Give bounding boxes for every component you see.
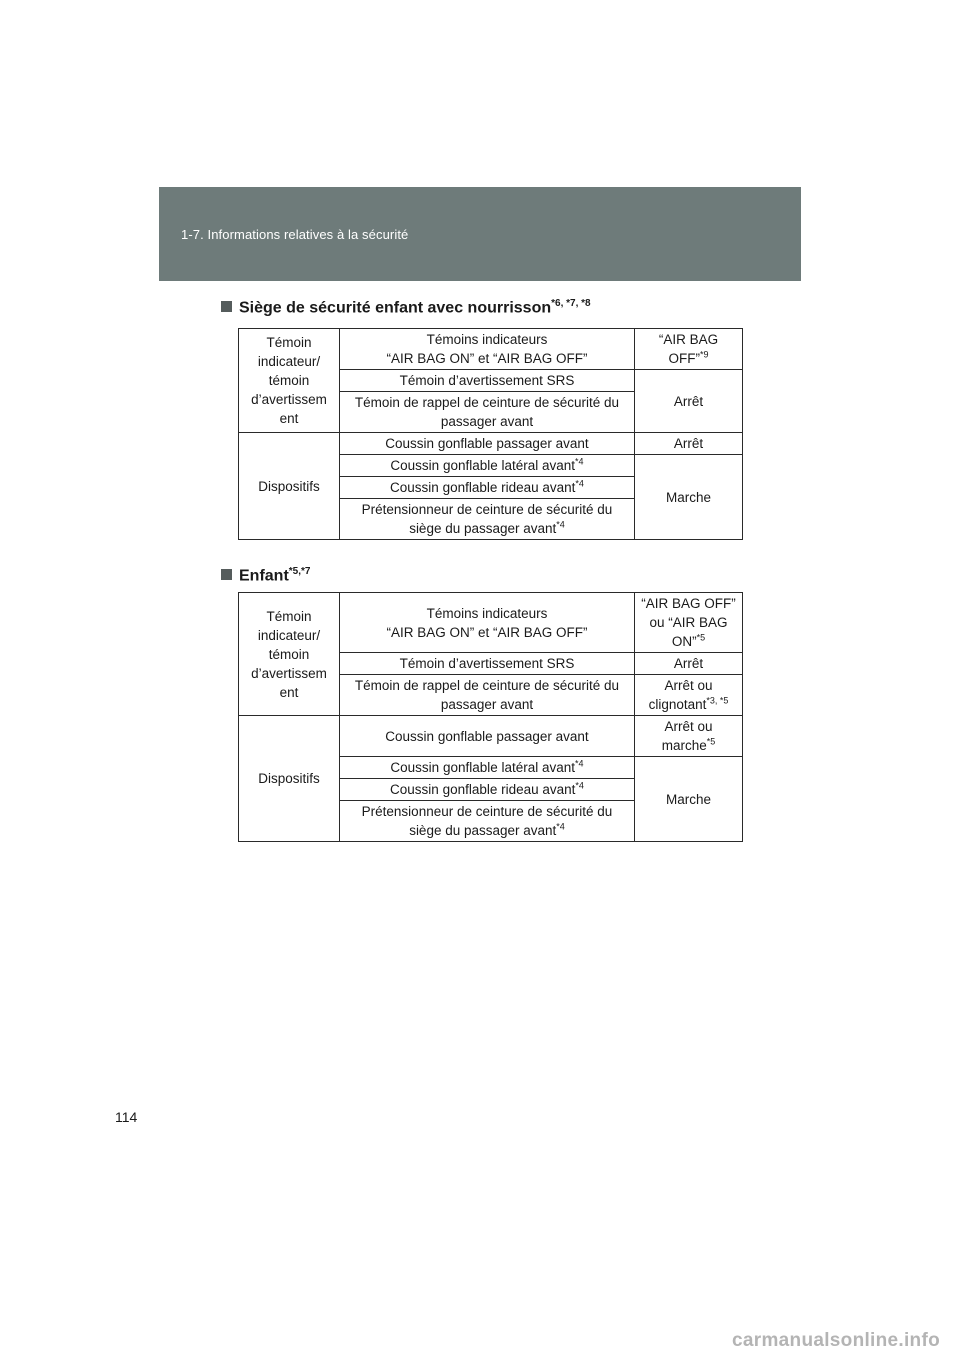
footnote-ref: *4	[575, 456, 584, 467]
state-cell: Arrêt	[635, 653, 743, 675]
section-title-enfant	[221, 566, 310, 585]
item-text: Coussin gonflable rideau avant	[390, 782, 576, 797]
item-cell	[340, 455, 635, 477]
item-cell: Témoin d’avertissement SRS	[340, 653, 635, 675]
state-text: “AIR BAG OFF” ou “AIR BAG ON”	[641, 596, 736, 649]
table-row	[239, 433, 743, 455]
state-text: “AIR BAG OFF”	[658, 332, 719, 366]
footnote-ref: *4	[575, 758, 584, 769]
chapter-header-band	[159, 187, 801, 281]
state-cell: Arrêt	[635, 433, 743, 455]
page-number: 114	[115, 1109, 138, 1125]
group-label-temoin: Témoin indicateur/ témoin d’avertissem ent	[239, 593, 340, 716]
item-text: “AIR BAG ON” et “AIR BAG OFF”	[386, 351, 588, 366]
item-cell	[340, 593, 635, 653]
item-text: Prétensionneur de ceinture de sécurité du	[361, 804, 613, 819]
footnote-ref: *4	[556, 519, 565, 530]
section-title-footnote: *5,*7	[288, 566, 311, 577]
watermark-logo: carmanualsonline.info	[732, 1330, 940, 1351]
state-cell: Marche	[635, 757, 743, 842]
state-text: Arrêt ou clignotant	[648, 678, 713, 712]
item-cell: Témoin de rappel de ceinture de sécurité du passager avant	[340, 392, 635, 433]
item-text: “AIR BAG ON” et “AIR BAG OFF”	[386, 624, 588, 640]
table-row	[239, 593, 743, 653]
nourrisson-table	[238, 328, 743, 540]
section-title-text: Siège de sécurité enfant avec nourrisson	[239, 299, 552, 317]
item-cell: Témoin de rappel de ceinture de sécurité du passager avant	[340, 675, 635, 716]
group-label-dispositifs: Dispositifs	[239, 433, 340, 540]
group-label-dispositifs: Dispositifs	[239, 716, 340, 842]
item-cell	[340, 477, 635, 499]
footnote-ref: *9	[699, 349, 709, 360]
bullet-square-icon	[221, 301, 232, 312]
section-title-text: Enfant	[239, 567, 289, 585]
item-cell	[340, 757, 635, 779]
item-text: siège du passager avant	[409, 823, 557, 838]
footnote-ref: *5	[696, 632, 706, 643]
section-title-nourrisson	[221, 298, 591, 317]
item-cell	[340, 329, 635, 370]
footnote-ref: *3, *5	[706, 695, 729, 706]
item-cell: Coussin gonflable passager avant	[340, 716, 635, 757]
item-cell: Coussin gonflable passager avant	[340, 433, 635, 455]
item-cell	[340, 801, 635, 842]
state-text: Arrêt ou marche	[661, 719, 713, 753]
item-text: Prétensionneur de ceinture de sécurité du	[361, 502, 613, 517]
footnote-ref: *4	[575, 780, 584, 791]
item-cell	[340, 499, 635, 540]
state-cell	[635, 593, 743, 653]
breadcrumb: 1-7. Informations relatives à la sécurité	[181, 227, 409, 242]
bullet-square-icon	[221, 569, 232, 580]
footnote-ref: *4	[575, 478, 584, 489]
state-cell	[635, 329, 743, 370]
item-text: Coussin gonflable latéral avant	[390, 760, 576, 775]
footnote-ref: *4	[556, 821, 565, 832]
item-text: Coussin gonflable latéral avant	[390, 458, 576, 473]
table-row	[239, 716, 743, 757]
item-text: siège du passager avant	[409, 521, 557, 536]
item-cell	[340, 779, 635, 801]
state-cell: Marche	[635, 455, 743, 540]
item-text: Coussin gonflable rideau avant	[390, 480, 576, 495]
state-cell	[635, 675, 743, 716]
footnote-ref: *5	[706, 736, 716, 747]
item-text: Témoins indicateurs	[426, 332, 548, 347]
section-title-footnote: *6, *7, *8	[551, 298, 591, 309]
item-cell: Témoin d’avertissement SRS	[340, 370, 635, 392]
state-cell	[635, 716, 743, 757]
table-row	[239, 329, 743, 370]
state-cell: Arrêt	[635, 370, 743, 433]
enfant-table	[238, 592, 743, 842]
group-label-temoin: Témoin indicateur/ témoin d’avertissem ent	[239, 329, 340, 433]
item-text: Témoins indicateurs	[426, 605, 548, 621]
